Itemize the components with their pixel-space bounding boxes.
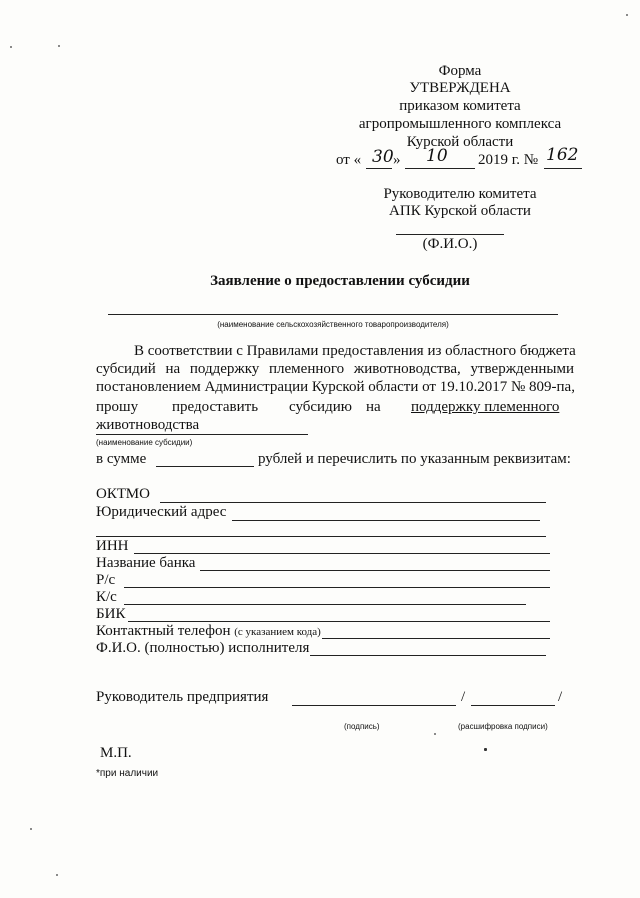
year-number-label: 2019 г. № [478,152,539,168]
phone-label [96,623,321,640]
date-day-handwritten: 30 [372,147,394,167]
executor-label: Ф.И.О. (полностью) исполнителя [96,640,310,656]
subsidy-name-line[interactable] [96,434,308,435]
word-na: на [366,399,381,415]
slash-left: / [461,689,466,705]
date-month-handwritten: 10 [426,146,448,166]
legal-address-label: Юридический адрес [96,504,227,520]
bik-field[interactable] [128,621,550,622]
date-day-line [366,168,392,169]
phone-field[interactable] [322,638,550,639]
word-proshu: прошу [96,399,139,415]
producer-caption: (наименование сельскохозяйственного товаропроизводителя) [217,320,449,329]
signature-field[interactable] [292,705,456,706]
body-line-2: субсидий на поддержку племенного животноводства, утвержденными [96,361,574,377]
bik-label: БИК [96,606,126,622]
addressee-line-2: АПК Курской области [389,203,531,219]
scan-speck [58,45,60,47]
oktmo-label: ОКТМО [96,486,150,502]
signature-caption: (подпись) [344,722,380,731]
stamp-label: М.П. [100,745,132,761]
phone-label-text: Контактный телефон [96,623,231,639]
order-of-label: приказом комитета [399,98,521,114]
agro-complex-label: агропромышленного комплекса [358,116,562,132]
oktmo-field[interactable] [160,502,546,503]
ks-field[interactable] [124,604,526,605]
body-line-3: постановлением Администрации Курской области от 19.10.2017 № 809-па, [96,379,575,395]
head-of-enterprise-label: Руководитель предприятия [96,689,269,705]
addressee-fio-line [396,234,504,235]
date-month-line [405,168,475,169]
subsidy-name-part-1: поддержку племенного [411,399,560,415]
decoding-field[interactable] [471,705,555,706]
fio-caption: (Ф.И.О.) [422,236,478,252]
document-title: Заявление о предоставлении субсидии [210,273,470,289]
subsidy-caption: (наименование субсидии) [96,438,193,447]
inn-field[interactable] [134,553,550,554]
scan-speck [626,14,628,16]
inn-label: ИНН [96,538,129,554]
bank-name-field[interactable] [200,570,550,571]
sum-line[interactable] [156,466,254,467]
subsidy-name-part-2: животноводства [96,417,200,433]
producer-name-line[interactable] [108,314,558,315]
legal-address-field[interactable] [232,520,540,521]
rs-field[interactable] [124,587,550,588]
phone-note: (с указанием кода) [234,626,321,638]
slash-right: / [558,689,563,705]
word-subsidiyu: субсидию [289,399,352,415]
form-label: Форма [438,63,482,79]
word-predostavit: предоставить [172,399,259,415]
addressee-line-1: Руководителю комитета [383,186,537,202]
ks-label: К/с [96,589,117,605]
region-label: Курской области [406,134,514,150]
footnote: *при наличии [96,768,159,779]
executor-field[interactable] [310,655,546,656]
sum-prefix: в сумме [96,451,147,467]
sum-suffix: рублей и перечислить по указанным реквизитам: [258,451,571,467]
order-number-line [544,168,582,169]
body-line-1: В соответствии с Правилами предоставления из областного бюджета [134,343,576,359]
date-mid: » [393,152,401,168]
scan-speck [56,874,58,876]
approved-label: УТВЕРЖДЕНА [409,80,511,96]
rs-label: Р/с [96,572,116,588]
scan-speck [30,828,32,830]
scan-speck [434,733,436,735]
date-prefix: от « [336,152,362,168]
order-number-handwritten: 162 [546,145,579,165]
decoding-caption: (расшифровка подписи) [458,722,548,731]
bank-name-label: Название банка [96,555,196,571]
scan-speck [10,46,12,48]
scan-speck [484,748,487,751]
legal-address-field-2[interactable] [96,536,546,537]
